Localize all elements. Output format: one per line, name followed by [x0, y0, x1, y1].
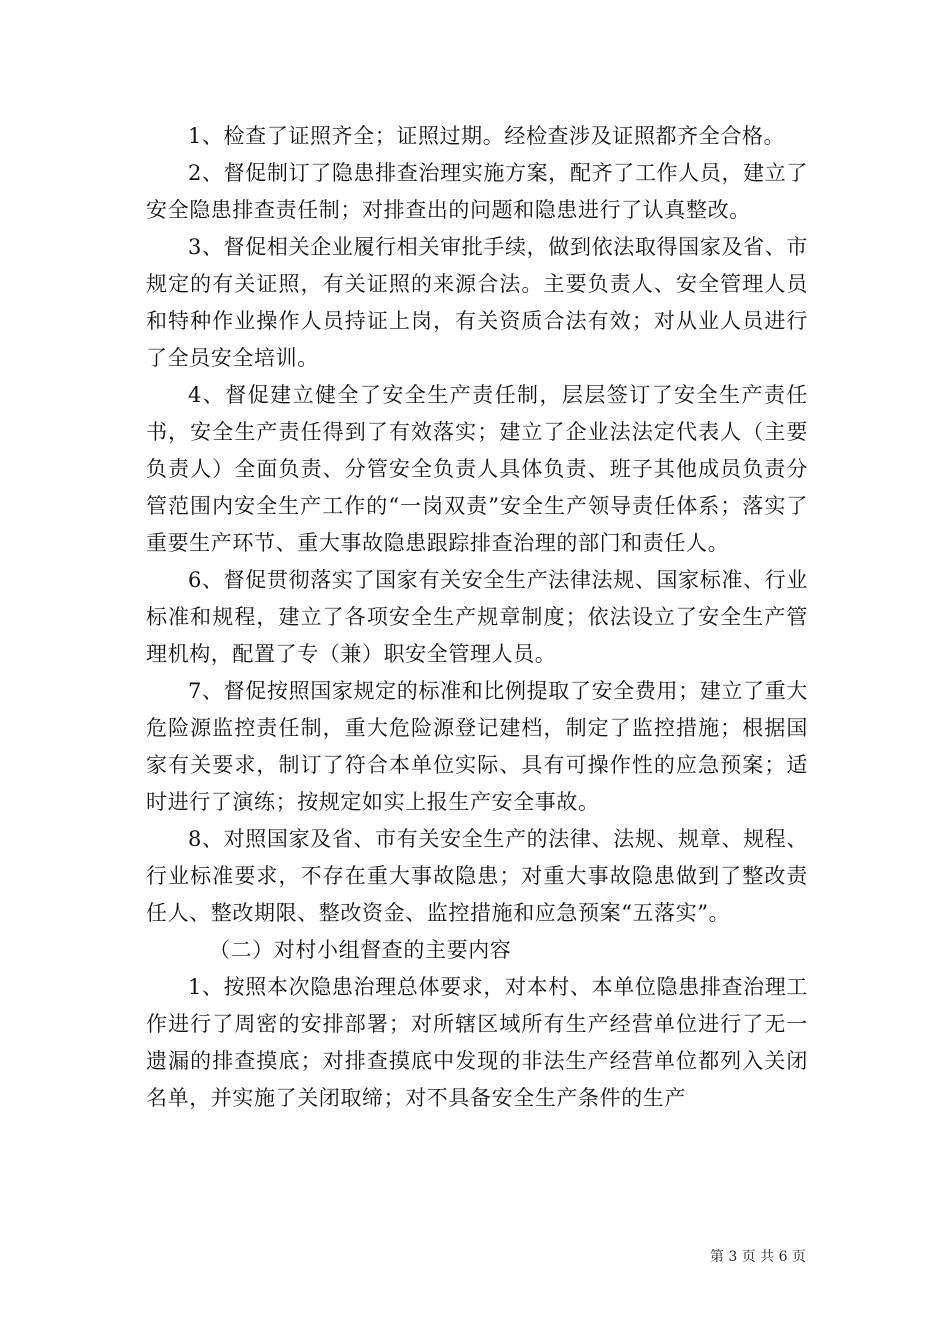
paragraph-6: 6、督促贯彻落实了国家有关安全生产法律法规、国家标准、行业标准和规程，建立了各项安全生产规章制度；依法设立了安全生产管理机构，配置了专（兼）职安全管理人员。 — [146, 568, 808, 666]
paragraph-4: 4、督促建立健全了安全生产责任制，层层签订了安全生产责任书，安全生产责任得到了有效落实；建立了企业法法定代表人（主要负责人）全面负责、分管安全负责人具体负责、班子其他成员负责分管范围内安全生产工作的“一岗双责”安全生产领导责任体系；落实了重要生产环节、重大事故隐患跟踪排查治理的部门和责任人。 — [146, 383, 808, 555]
paragraph-2: 2、督促制订了隐患排查治理实施方案，配齐了工作人员，建立了安全隐患排查责任制；对排查出的问题和隐患进行了认真整改。 — [146, 161, 808, 222]
section-heading: （二）对村小组督查的主要内容 — [209, 938, 512, 962]
paragraph-8: 8、对照国家及省、市有关安全生产的法律、法规、规章、规程、行业标准要求，不存在重大事故隐患；对重大事故隐患做到了整改责任人、整改期限、整改资金、监控措施和应急预案“五落实”。 — [146, 827, 808, 925]
paragraph-3: 3、督促相关企业履行相关审批手续，做到依法取得国家及省、市规定的有关证照，有关证照的来源合法。主要负责人、安全管理人员和特种作业操作人员持证上岗，有关资质合法有效；对从业人员进行了全员安全培训。 — [146, 235, 808, 370]
paragraph-7: 7、督促按照国家规定的标准和比例提取了安全费用；建立了重大危险源监控责任制，重大危险源登记建档，制定了监控措施；根据国家有关要求，制订了符合本单位实际、具有可操作性的应急预案；适时进行了演练；按规定如实上报生产安全事故。 — [146, 679, 808, 814]
paragraph-village-1: 1、按照本次隐患治理总体要求，对本村、本单位隐患排查治理工作进行了周密的安排部署；对所辖区域所有生产经营单位进行了无一遗漏的排查摸底；对排查摸底中发现的非法生产经营单位都列入关闭名单，并实施了关闭取缔；对不具备安全生产条件的生产 — [146, 975, 808, 1110]
document-body — [146, 118, 808, 1117]
page-number: 第 3 页 共 6 页 — [709, 1249, 806, 1265]
paragraph-1: 1、检查了证照齐全；证照过期。经检查涉及证照都齐全合格。 — [188, 124, 786, 148]
